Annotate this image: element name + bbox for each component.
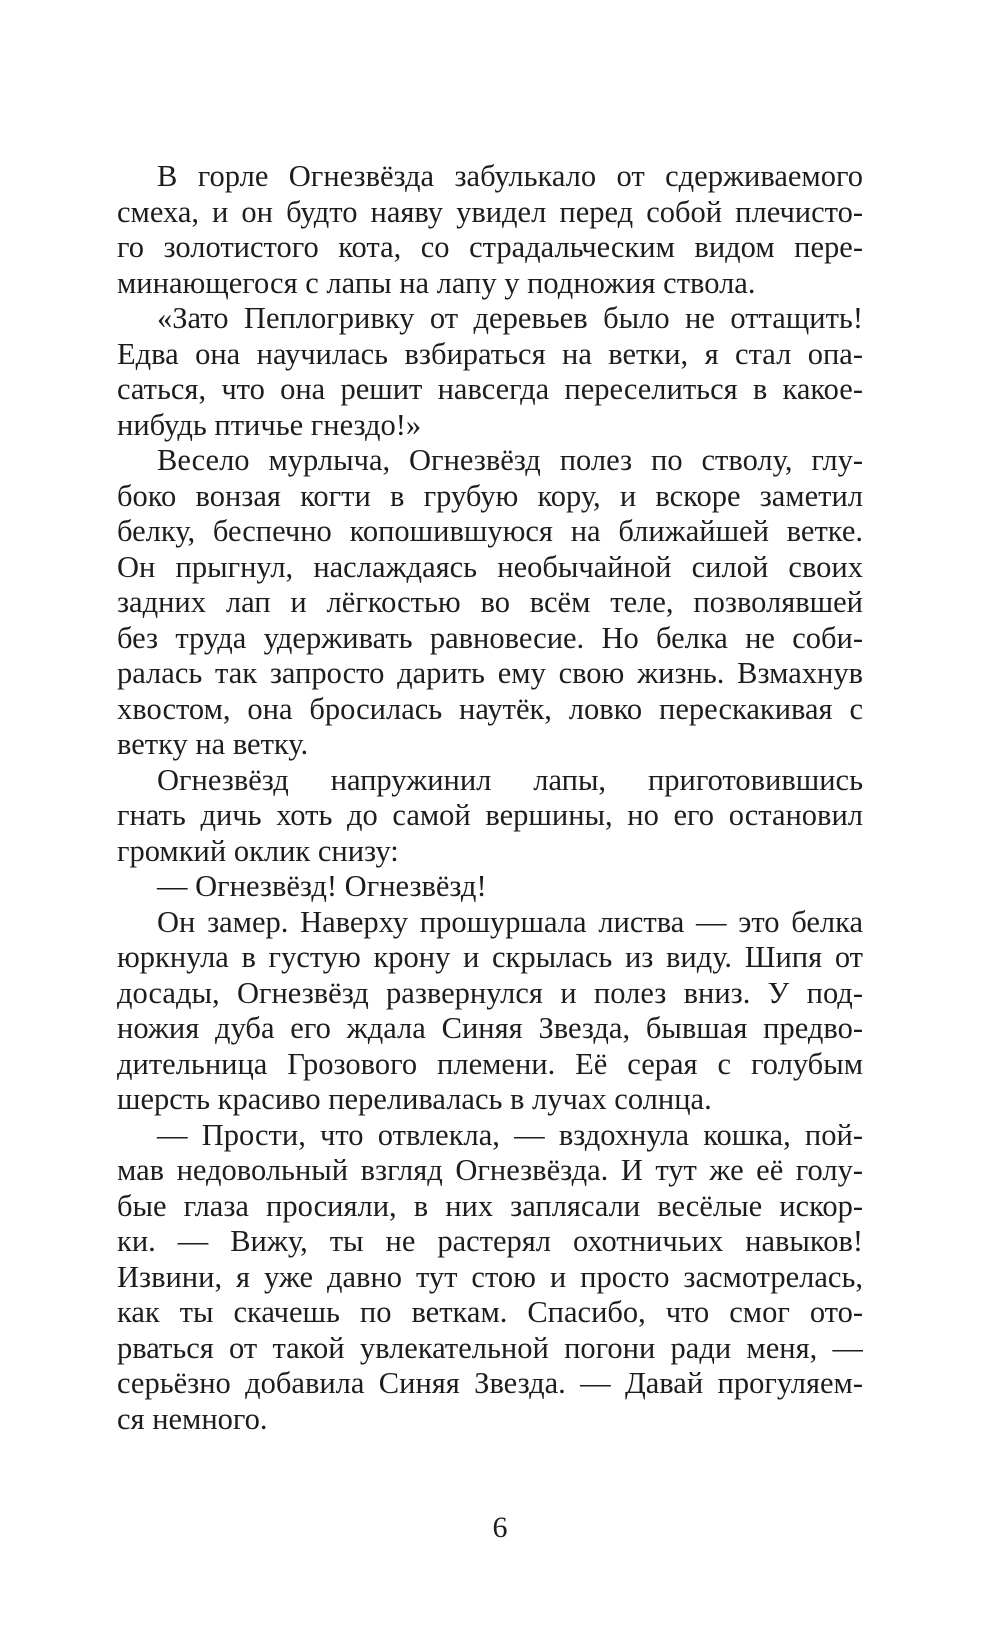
paragraph-line: белку, беспечно копошившуюся на ближайшей ветке. xyxy=(117,514,863,548)
paragraph-line: Весело мурлыча, Огнезвёзд полез по стволу, глу- xyxy=(157,443,863,477)
paragraph-line: Едва она научилась взбираться на ветки, я стал опа- xyxy=(117,336,863,371)
paragraph-line: — Прости, что отвлекла, — вздохнула кошка, пой- xyxy=(157,1117,863,1152)
paragraph-line: Он замер. Наверху прошуршала листва — это белка xyxy=(157,904,863,939)
paragraph-line: шерсть красиво переливалась в лучах солнца. xyxy=(117,1082,712,1116)
paragraph-line: без труда удерживать равновесие. Но белка не соби- xyxy=(117,620,863,655)
paragraph-line: громкий оклик снизу: xyxy=(117,833,399,868)
paragraph-line: бые глаза просияли, в них заплясали весёлые искор- xyxy=(117,1188,863,1223)
paragraph-line: ралась так запросто дарить ему свою жизнь. Взмахнув xyxy=(117,656,863,690)
paragraph-line: Огнезвёзд напружинил лапы, приготовившись xyxy=(157,762,863,797)
paragraph-line: досады, Огнезвёзд развернулся и полез вниз. У под- xyxy=(117,975,863,1010)
paragraph-line: Извини, я уже давно тут стою и просто засмотрелась, xyxy=(117,1259,863,1294)
paragraph-line: В горле Огнезвёзда забулькало от сдерживаемого xyxy=(157,159,863,193)
paragraph-line: мав недовольный взгляд Огнезвёзда. И тут же её голу- xyxy=(117,1153,863,1187)
paragraph-line: — Огнезвёзд! Огнезвёзд! xyxy=(157,869,487,903)
paragraph-line: юркнула в густую крону и скрылась из виду. Шипя от xyxy=(117,940,863,974)
paragraph-line: ветку на ветку. xyxy=(117,727,309,761)
paragraph-line: ки. — Вижу, ты не растерял охотничьих навыков! xyxy=(117,1224,863,1258)
paragraph-line: хвостом, она бросилась наутёк, ловко перескакивая с xyxy=(117,691,863,726)
paragraph-line: смеха, и он будто наяву увидел перед собой плечисто- xyxy=(117,194,863,229)
paragraph-line: «Зато Пеплогривку от деревьев было не оттащить! xyxy=(157,301,863,335)
paragraph-line: Он прыгнул, наслаждаясь необычайной силой своих xyxy=(117,549,863,584)
paragraph-line: серьёзно добавила Синяя Звезда. — Давай прогуляем- xyxy=(117,1366,863,1400)
paragraph-line: гнать дичь хоть до самой вершины, но его остановил xyxy=(117,798,863,832)
paragraph-line: боко вонзая когти в грубую кору, и вскоре заметил xyxy=(117,478,863,513)
paragraph-line: го золотистого кота, со страдальческим видом пере- xyxy=(117,230,863,264)
paragraph-line: минающегося с лапы на лапу у подножия ствола. xyxy=(117,265,756,300)
paragraph-line: рваться от такой увлекательной погони ради меня, — xyxy=(117,1330,863,1365)
paragraph-line: задних лап и лёгкостью во всём теле, позволявшей xyxy=(117,585,863,619)
paragraph-line: дительница Грозового племени. Её серая с голубым xyxy=(117,1046,863,1081)
body-text xyxy=(117,159,863,1437)
page-number: 6 xyxy=(492,1511,508,1544)
paragraph-line: ся немного. xyxy=(117,1401,268,1436)
paragraph-line: ножия дуба его ждала Синяя Звезда, бывшая предво- xyxy=(117,1011,863,1045)
paragraph-line: как ты скачешь по веткам. Спасибо, что смог ото- xyxy=(117,1295,863,1329)
paragraph-line: саться, что она решит навсегда переселиться в какое- xyxy=(117,372,863,406)
paragraph-line: нибудь птичье гнездо!» xyxy=(117,407,422,442)
